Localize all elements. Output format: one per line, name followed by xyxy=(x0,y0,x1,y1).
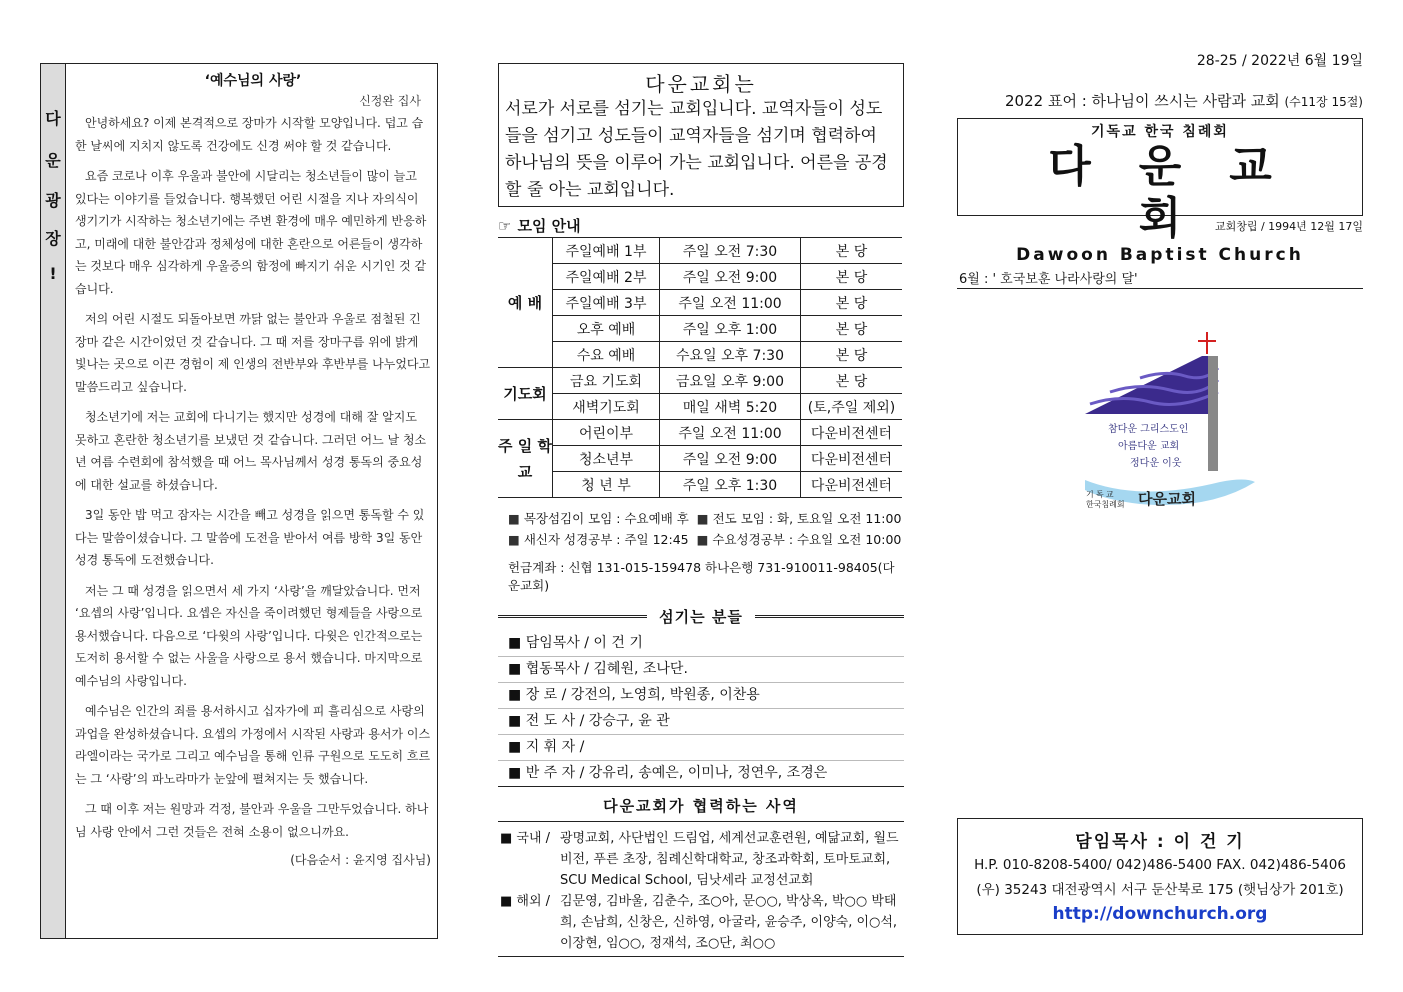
list-item: ■ 협동목사 / 김혜원, 조나단. xyxy=(498,657,904,683)
table-row xyxy=(498,368,902,394)
side-tab-char: 다 xyxy=(45,109,61,128)
schedule-cell: 본 당 xyxy=(801,368,903,394)
square-bullet-icon: ■ xyxy=(508,739,526,755)
church-website-link[interactable]: http://downchurch.org xyxy=(1052,904,1268,924)
founded-date: 교회창립 / 1994년 12월 17일 xyxy=(1214,220,1363,233)
church-info-panel xyxy=(498,63,904,957)
list-item: ■ 장 로 / 강전의, 노영희, 박원종, 이찬용 xyxy=(498,683,904,709)
table-row xyxy=(498,472,902,498)
svg-text:참다운 그리스도인: 참다운 그리스도인 xyxy=(1108,424,1189,435)
side-tab-char: 장 xyxy=(45,229,61,248)
essay-paragraph: 예수님은 인간의 죄를 용서하시고 십자가에 피 흘리심으로 사랑의 과업을 완성하셨습니다. 요셉의 가정에서 시작된 사랑과 용서가 이스라엘이라는 국가로 그리고 예수님을 통해 인류 구원으로 도도히 흐르는 그 ‘사랑’의 파노라마가 눈앞에 펼쳐지는 듯 했습니다. xyxy=(75,704,431,786)
pastor-contact-box xyxy=(957,818,1363,935)
issue-date: 28-25 / 2022년 6월 19일 xyxy=(1196,53,1363,69)
schedule-cell: 오후 예배 xyxy=(553,316,660,342)
schedule-cell: 주일 오전 9:00 xyxy=(660,446,801,472)
schedule-cell: 다운비전센터 xyxy=(801,472,903,498)
list-item: ■ 해외 / 김문영, 김바울, 김춘수, 조○아, 문○○, 박상옥, 박○○ 박태희, 손남희, 신창은, 신하영, 아굴라, 윤승주, 이양숙, 이○석, 이장현, 임○○, 정재석, 조○단, 최○○ xyxy=(500,894,898,951)
svg-text:아름다운 교회: 아름다운 교회 xyxy=(1118,441,1180,452)
table-row xyxy=(498,446,902,472)
square-bullet-icon: ■ xyxy=(508,635,526,651)
schedule-cell: 매일 새벽 5:20 xyxy=(660,394,801,420)
square-bullet-icon: ■ xyxy=(508,765,526,781)
church-name: 다운교회 xyxy=(1048,141,1320,244)
schedule-cell: 본 당 xyxy=(801,290,903,316)
schedule-cell: 청소년부 xyxy=(553,446,660,472)
year-motto: 2022 표어 : 하나님이 쓰시는 사람과 교회 (수11장 15절) xyxy=(1005,92,1363,110)
schedule-cell: 주일 오후 1:30 xyxy=(660,472,801,498)
square-bullet-icon: ■ xyxy=(508,713,526,729)
essay-title: ‘예수님의 사랑’ xyxy=(204,73,302,89)
meeting-notes xyxy=(498,508,904,550)
mission-heading: 다운교회가 협력하는 사역 xyxy=(498,791,904,822)
mission-list xyxy=(498,828,904,957)
schedule-cell: 다운비전센터 xyxy=(801,446,903,472)
list-item: ■ 전 도 사 / 강승구, 윤 관 xyxy=(498,709,904,735)
schedule-cell: 금요 기도회 xyxy=(553,368,660,394)
schedule-cell: 본 당 xyxy=(801,238,903,264)
schedule-cell: 주일 오후 1:00 xyxy=(660,316,801,342)
side-tab-char: 운 xyxy=(45,151,61,170)
table-row xyxy=(498,420,902,446)
square-bullet-icon: ■ xyxy=(696,532,709,547)
schedule-cell: 주일 오전 7:30 xyxy=(660,238,801,264)
cover-panel xyxy=(957,50,1363,924)
schedule-cell: 주일 오전 11:00 xyxy=(660,420,801,446)
table-row xyxy=(498,264,902,290)
pointing-hand-icon: ☞ xyxy=(498,217,512,235)
essay-author: 신정완 집사 xyxy=(359,94,421,108)
schedule-cell: 수요 예배 xyxy=(553,342,660,368)
schedule-cell: 주일예배 3부 xyxy=(553,290,660,316)
side-tab xyxy=(41,64,66,938)
schedule-category: 예 배 xyxy=(498,238,553,368)
list-item: ■ 새신자 성경공부 : 주일 12:45 ■ 수요성경공부 : 수요일 오전 10:00 xyxy=(508,532,902,547)
church-logo xyxy=(1080,332,1260,532)
offering-account: 헌금계좌 : 신협 131-015-159478 하나은행 731-910011-98405(다운교회) xyxy=(508,560,895,593)
svg-text:한국침례회: 한국침례회 xyxy=(1086,500,1125,509)
square-bullet-icon: ■ xyxy=(508,532,520,547)
schedule-cell: 주일 오전 9:00 xyxy=(660,264,801,290)
schedule-category: 주 일 학 교 xyxy=(498,420,553,498)
list-item: ■ 국내 / 광명교회, 사단법인 드림업, 세계선교훈련원, 예닮교회, 월드비전, 푸른 초장, 침례신학대학교, 창조과학회, 토마토교회, SCU Medical School, 딤낫세라 교정선교회 xyxy=(500,831,899,888)
church-logo-icon xyxy=(1080,332,1260,532)
essay-paragraph: 안녕하세요? 이제 본격적으로 장마가 시작할 모양입니다. 덥고 습한 날씨에 지치지 않도록 건강에도 신경 써야 할 것 같습니다. xyxy=(75,116,424,153)
svg-text:정다운 이웃: 정다운 이웃 xyxy=(1130,458,1182,469)
schedule-cell: 주일예배 1부 xyxy=(553,238,660,264)
table-row xyxy=(498,394,902,420)
square-bullet-icon: ■ xyxy=(508,687,526,703)
schedule-cell: 금요일 오후 9:00 xyxy=(660,368,801,394)
square-bullet-icon: ■ xyxy=(508,511,520,526)
essay-paragraph: 3일 동안 밥 먹고 잠자는 시간을 빼고 성경을 읽으면 통독할 수 있다는 말씀이셨습니다. 그 말씀에 도전을 받아서 여름 방학 3일 동안 성경 통독에 도전했습니다. xyxy=(75,508,425,567)
intro-box xyxy=(498,63,904,207)
pastor-name: 담임목사 : 이 건 기 xyxy=(1075,832,1245,852)
intro-body: 서로가 서로를 섬기는 교회입니다. 교역자들이 성도들을 섬기고 성도들이 교역자들을 섬기며 협력하여 하나님의 뜻을 이루어 가는 교회입니다. 어른을 공경할 줄 아는 교회입니다. xyxy=(505,99,888,200)
svg-text:기 독 교: 기 독 교 xyxy=(1086,490,1114,499)
list-item: ■ 반 주 자 / 강유리, 송예은, 이미나, 정연우, 조경은 xyxy=(498,761,904,787)
square-bullet-icon: ■ xyxy=(696,511,709,526)
schedule-cell: 수요일 오후 7:30 xyxy=(660,342,801,368)
side-tab-char: 광 xyxy=(45,191,61,210)
church-name-english: Dawoon Baptist Church xyxy=(1016,245,1304,265)
square-bullet-icon: ■ xyxy=(508,661,526,677)
schedule-cell: 새벽기도회 xyxy=(553,394,660,420)
schedule-table xyxy=(498,237,902,498)
meeting-heading: ☞ 모임 안내 xyxy=(498,217,581,235)
essay-paragraph: 저의 어린 시절도 되돌아보면 까닭 없는 불안과 우울로 점철된 긴 장마 같은 시간이었던 것 같습니다. 그 때 저를 장마구름 위에 밝게 빛나는 곳으로 이끈 경험이 제 인생의 전반부와 후반부를 나누었다고 말씀드리고 싶습니다. xyxy=(75,312,431,394)
table-row xyxy=(498,342,902,368)
essay-paragraph: 요즘 코로나 이후 우울과 불안에 시달리는 청소년들이 많이 늘고 있다는 이야기를 들었습니다. 행복했던 어린 시절을 지나 자의식이 생기기가 시작하는 청소년기에는 주변 환경에 매우 예민하게 반응하고, 미래에 대한 불안감과 정체성에 대한 혼란으로 어른들이 생각하는 것보다 매우 심각하게 우울증의 함정에 빠지기 쉬운 시기인 것 같습니다. xyxy=(75,169,427,296)
table-row xyxy=(498,290,902,316)
schedule-cell: 본 당 xyxy=(801,264,903,290)
servers-list xyxy=(498,631,904,787)
pastor-phone: H.P. 010-8208-5400/ 042)486-5400 FAX. 042)486-5406 xyxy=(974,857,1346,873)
square-bullet-icon: ■ xyxy=(500,894,517,909)
schedule-cell: 어린이부 xyxy=(553,420,660,446)
list-item: ■ 담임목사 / 이 건 기 xyxy=(498,631,904,657)
list-item: ■ 지 휘 자 / xyxy=(498,735,904,761)
essay-next-author: (다음순서 : 윤지영 집사님) xyxy=(290,853,431,867)
schedule-cell: 본 당 xyxy=(801,316,903,342)
list-item: ■ 목장섬김이 모임 : 수요예배 후 ■ 전도 모임 : 화, 토요일 오전 11:00 xyxy=(508,511,902,526)
essay-paragraph: 그 때 이후 저는 원망과 걱정, 불안과 우울을 그만두었습니다. 하나님 사랑 안에서 그런 것들은 전혀 소용이 없으니까요. xyxy=(75,802,429,839)
table-row xyxy=(498,238,902,264)
schedule-category: 기도회 xyxy=(498,368,553,420)
svg-text:다운교회: 다운교회 xyxy=(1138,491,1196,508)
schedule-cell: 다운비전센터 xyxy=(801,420,903,446)
intro-title: 다운교회는 xyxy=(645,72,757,96)
denomination: 기독교 한국 침례회 xyxy=(1091,124,1229,140)
church-address: (우) 35243 대전광역시 서구 둔산북로 175 (햇님상가 201호) xyxy=(976,882,1344,898)
essay-panel xyxy=(40,63,438,939)
essay-paragraph: 저는 그 때 성경을 읽으면서 세 가지 ‘사랑’을 깨달았습니다. 먼저 ‘요셉의 사랑’입니다. 요셉은 자신을 죽이려했던 형제들을 사랑으로 용서했습니다. 다음으로 ‘다윗의 사랑’입니다. 다윗은 인간적으로는 도저히 용서할 수 없는 사울을 사랑으로 용서 했습니다. 마지막으로 예수님의 사랑입니다. xyxy=(75,583,423,688)
table-row xyxy=(498,316,902,342)
square-bullet-icon: ■ xyxy=(500,831,517,846)
side-tab-char: ! xyxy=(49,264,57,283)
schedule-cell: 주일예배 2부 xyxy=(553,264,660,290)
essay-paragraph: 청소년기에 저는 교회에 다니기는 했지만 성경에 대해 잘 알지도 못하고 혼란한 청소년기를 보냈던 것 같습니다. 그러던 어느 날 청소년 여름 수련회에 참석했을 때 어느 목사님께서 성경 통독의 중요성에 대한 설교를 하셨습니다. xyxy=(75,410,427,492)
schedule-cell: 청 년 부 xyxy=(553,472,660,498)
schedule-cell: (토,주일 제외) xyxy=(801,394,903,420)
servers-heading: 섬기는 분들 xyxy=(498,606,904,627)
month-theme: 6월 : ' 호국보훈 나라사랑의 달' xyxy=(957,268,1363,289)
schedule-cell: 본 당 xyxy=(801,342,903,368)
schedule-cell: 주일 오전 11:00 xyxy=(660,290,801,316)
